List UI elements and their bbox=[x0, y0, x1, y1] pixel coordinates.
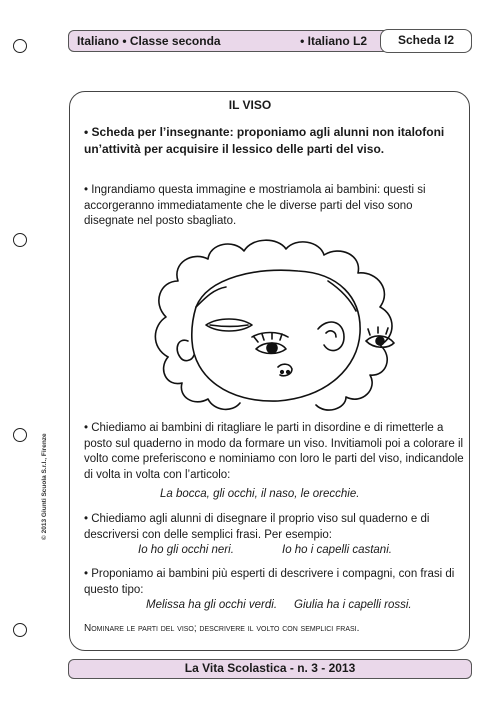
header-topic: • Italiano L2 bbox=[300, 34, 367, 48]
face-illustration bbox=[148, 237, 398, 415]
binder-hole-top bbox=[13, 39, 27, 53]
binder-hole-bottom bbox=[13, 623, 27, 637]
paragraph-3: • Chiediamo agli alunni di disegnare il proprio viso sul quaderno e di descriversi con delle semplici frasi. Per esempio: bbox=[84, 513, 430, 541]
binder-hole-middle bbox=[13, 233, 27, 247]
example-3b-text: Io ho i capelli castani. bbox=[282, 544, 392, 556]
example-4a-text: Melissa ha gli occhi verdi. bbox=[146, 599, 278, 611]
paragraph-2: • Chiediamo ai bambini di ritagliare le parti in disordine e di rimetterle a posto sul quaderno in modo da formare un viso. Invitiamoli poi a colorare il volto come preferiscono e nominiamo con loro le parti del viso, indicandole di volta in volta con l’articolo: bbox=[84, 422, 464, 481]
header-tab: Scheda I2 bbox=[380, 29, 472, 53]
example-3a-text: Io ho gli occhi neri. bbox=[138, 544, 234, 556]
footer-bar: La Vita Scolastica - n. 3 - 2013 bbox=[68, 659, 472, 679]
example-2-text: La bocca, gli occhi, il naso, le orecchie. bbox=[160, 488, 360, 500]
paragraph-1: • Ingrandiamo questa immagine e mostriamola ai bambini: questi si accorgeranno immediatamente che le diverse parti del viso sono disegnate nel posto sbagliato. bbox=[84, 184, 426, 227]
learning-goal: Nominare le parti del viso; descrivere il volto con semplici frasi. bbox=[84, 623, 360, 634]
paragraph-4: • Proponiamo ai bambini più esperti di descrivere i compagni, con frasi di questo tipo: bbox=[84, 568, 455, 596]
page-title: IL VISO bbox=[228, 98, 272, 112]
header-subject: Italiano • Classe seconda bbox=[77, 34, 221, 48]
header-bar bbox=[68, 30, 472, 52]
intro-paragraph bbox=[84, 124, 464, 157]
example-4b-text: Giulia ha i capelli rossi. bbox=[294, 599, 412, 611]
intro-lead: • Scheda per l’insegnante: bbox=[84, 125, 234, 139]
binder-hole-lower bbox=[13, 428, 27, 442]
intro-text: proponiamo agli alunni non italofoni un’attività per acquisire il lessico delle parti del viso. bbox=[84, 125, 445, 156]
side-credit: © 2013 Giunti Scuola S.r.l., Firenze bbox=[41, 433, 48, 540]
